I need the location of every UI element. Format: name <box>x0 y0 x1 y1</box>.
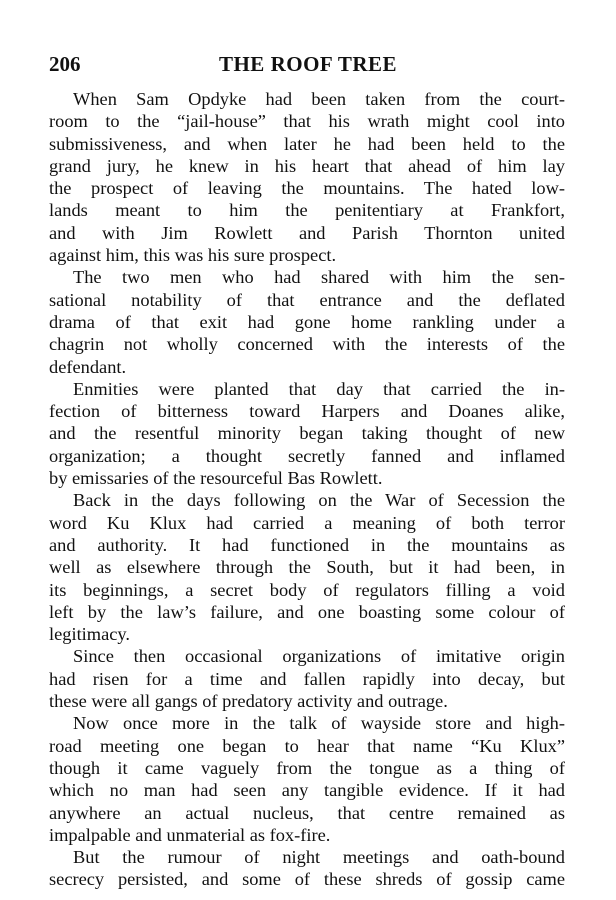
text-line: and authority. It had functioned in the mountains as <box>49 534 565 555</box>
text-line: When Sam Opdyke had been taken from the court- <box>73 89 565 109</box>
text-line: road meeting one began to hear that name “Ku Klux” <box>49 735 565 756</box>
text-line: organization; a thought secretly fanned and inflamed <box>49 445 565 466</box>
text-line: lands meant to him the penitentiary at Frankfort, <box>49 200 565 221</box>
text-line: by emissaries of the resourceful Bas Rowlett. <box>49 468 383 489</box>
text-line: Enmities were planted that day that carried the in- <box>73 378 565 399</box>
text-line: fection of bitterness toward Harpers and Doanes alike, <box>49 401 565 422</box>
text-line: drama of that exit had gone home rankling under a <box>49 311 565 332</box>
text-line: grand jury, he knew in his heart that ahead of him lay <box>49 155 565 176</box>
text-line: and with Jim Rowlett and Parish Thornton united <box>49 222 565 243</box>
book-title: THE ROOF TREE <box>218 52 398 76</box>
text-line: against him, this was his sure prospect. <box>49 245 337 266</box>
text-line: though it came vaguely from the tongue as a thing of <box>49 757 565 778</box>
text-line: word Ku Klux had carried a meaning of both terror <box>49 512 565 533</box>
text-line: and the resentful minority began taking thought of new <box>49 423 565 444</box>
text-line: which no man had seen any tangible evidence. If it had <box>49 780 565 801</box>
text-line: these were all gangs of predatory activity and outrage. <box>49 691 448 712</box>
text-line: But the rumour of night meetings and oath-bound <box>73 847 565 868</box>
text-line: its beginnings, a secret body of regulators filling a void <box>49 579 565 600</box>
text-line: room to the “jail-house” that his wrath might cool into <box>49 111 565 132</box>
text-line: had risen for a time and fallen rapidly into decay, but <box>49 668 565 689</box>
running-head <box>49 52 567 82</box>
text-line: the prospect of leaving the mountains. The hated low- <box>49 178 565 199</box>
text-line: anywhere an actual nucleus, that centre remained as <box>49 802 565 823</box>
text-line: Now once more in the talk of wayside store and high- <box>73 713 565 734</box>
text-line: The two men who had shared with him the sen- <box>73 267 565 288</box>
text-line: chagrin not wholly concerned with the interests of the <box>49 334 565 355</box>
text-line: left by the law’s failure, and one boasting some colour of <box>49 601 565 622</box>
text-line: impalpable and unmaterial as fox-fire. <box>49 824 331 845</box>
text-line: submissiveness, and when later he had been held to the <box>49 133 565 154</box>
text-line: sational notability of that entrance and the deflated <box>49 289 565 310</box>
text-line: legitimacy. <box>49 624 131 645</box>
text-line: Back in the days following on the War of Secession the <box>73 490 565 511</box>
text-line: Since then occasional organizations of imitative origin <box>73 646 565 667</box>
text-line: well as elsewhere through the South, but it had been, in <box>49 557 565 578</box>
page-number: 206 <box>49 52 81 76</box>
body-text <box>49 88 565 891</box>
text-line: secrecy persisted, and some of these shreds of gossip came <box>49 869 565 890</box>
text-line: defendant. <box>49 356 127 377</box>
